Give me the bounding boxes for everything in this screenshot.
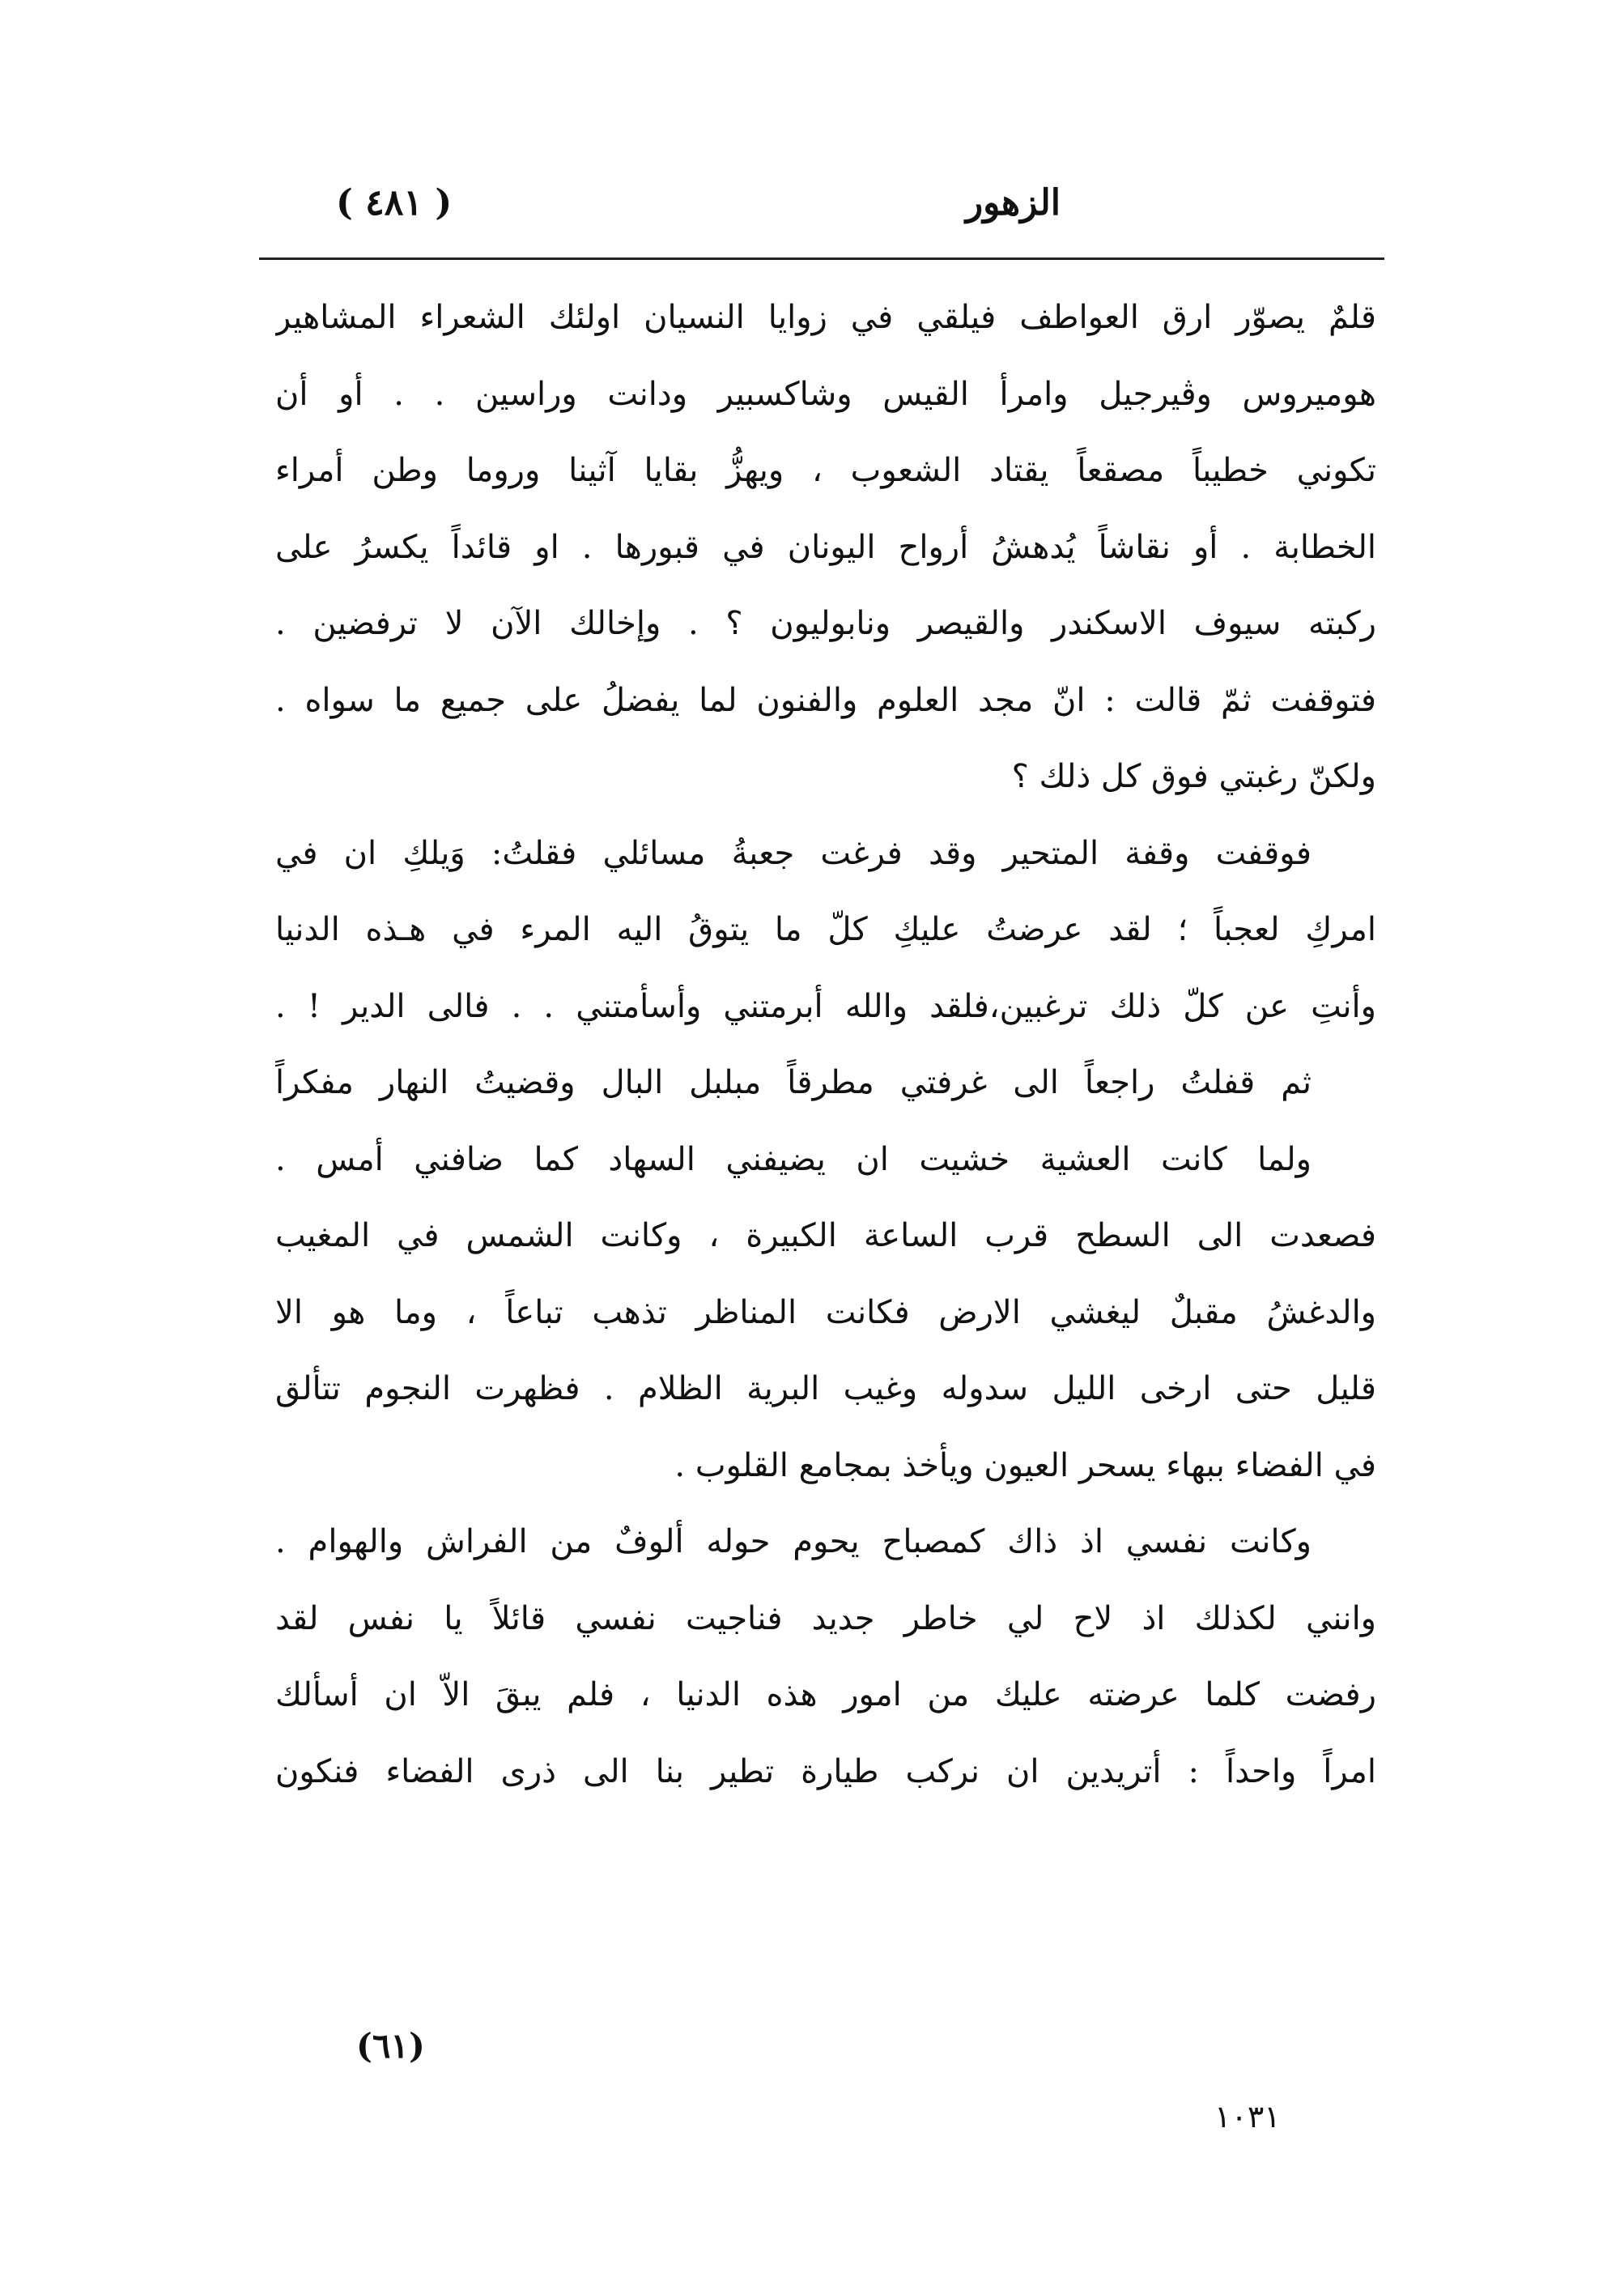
page-number: ( ٤٨١ ) bbox=[336, 182, 453, 223]
text-line: وانني لكذلك اذ لاح لي خاطر جديد فناجيت نفسي قائلاً يا نفس لقد bbox=[275, 1599, 1376, 1637]
running-title: الزهور bbox=[965, 182, 1061, 223]
text-line: امركِ لعجباً ؛ لقد عرضتُ عليكِ كلّ ما يتوقُ اليه المرء في هـذه الدنيا bbox=[275, 911, 1376, 948]
text-line: وأنتِ عن كلّ ذلك ترغبين،فلقد والله أبرمتني وأسأمتني . . فالى الدير ! . bbox=[275, 987, 1376, 1025]
text-line: تكوني خطيباً مصقعاً يقتاد الشعوب ، ويهزُّ بقايا آثينا وروما وطن أمراء bbox=[275, 452, 1376, 489]
text-line: فصعدت الى السطح قرب الساعة الكبيرة ، وكانت الشمس في المغيب bbox=[275, 1217, 1376, 1254]
text-line: قلمٌ يصوّر ارق العواطف فيلقي في زوايا النسيان اولئك الشعراء المشاهير bbox=[275, 299, 1376, 336]
text-line: في الفضاء ببهاء يسحر العيون ويأخذ بمجامع القلوب . bbox=[674, 1446, 1376, 1484]
text-line: ثم قفلتُ راجعاً الى غرفتي مطرقاً مبلبل البال وقضيتُ النهار مفكراً bbox=[275, 1064, 1312, 1101]
text-line: امراً واحداً : أتريدين ان نركب طيارة تطير بنا الى ذرى الفضاء فنكون bbox=[275, 1752, 1376, 1790]
header-rule bbox=[259, 257, 1384, 260]
footer-code: ١٠٣١ bbox=[1214, 2099, 1281, 2134]
text-line: فوقفت وقفة المتحير وقد فرغت جعبةُ مسائلي فقلتُ: وَيلكِ ان في bbox=[275, 834, 1312, 872]
body-text bbox=[275, 279, 1376, 1810]
text-line: ولكنّ رغبتي فوق كل ذلك ؟ bbox=[1011, 758, 1376, 795]
text-line: رفضت كلما عرضته عليك من امور هذه الدنيا ، فلم يبقَ الاّ ان أسألك bbox=[275, 1676, 1376, 1713]
text-line: ركبته سيوف الاسكندر والقيصر ونابوليون ؟ . وإخالك الآن لا ترفضين . bbox=[275, 605, 1376, 642]
text-line: ولما كانت العشية خشيت ان يضيفني السهاد كما ضافني أمس . bbox=[275, 1140, 1312, 1178]
text-line: قليل حتى ارخى الليل سدوله وغيب البرية الظلام . فظهرت النجوم تتألق bbox=[275, 1370, 1376, 1407]
signature-mark: (٦١) bbox=[356, 2026, 425, 2066]
page-header bbox=[259, 182, 1384, 247]
text-line: وكانت نفسي اذ ذاك كمصباح يحوم حوله ألوفٌ من الفراش والهوام . bbox=[275, 1523, 1312, 1560]
text-line: هوميروس وڤيرجيل وامرأ القيس وشاكسبير ودانت وراسين . . أو أن bbox=[275, 375, 1376, 413]
text-line: فتوقفت ثمّ قالت : انّ مجد العلوم والفنون لما يفضلُ على جميع ما سواه . bbox=[275, 681, 1376, 719]
text-line: الخطابة . أو نقاشاً يُدهشُ أرواح اليونان في قبورها . او قائداً يكسرُ على bbox=[275, 528, 1376, 566]
text-line: والدغشُ مقبلٌ ليغشي الارض فكانت المناظر تذهب تباعاً ، وما هو الا bbox=[275, 1293, 1376, 1331]
